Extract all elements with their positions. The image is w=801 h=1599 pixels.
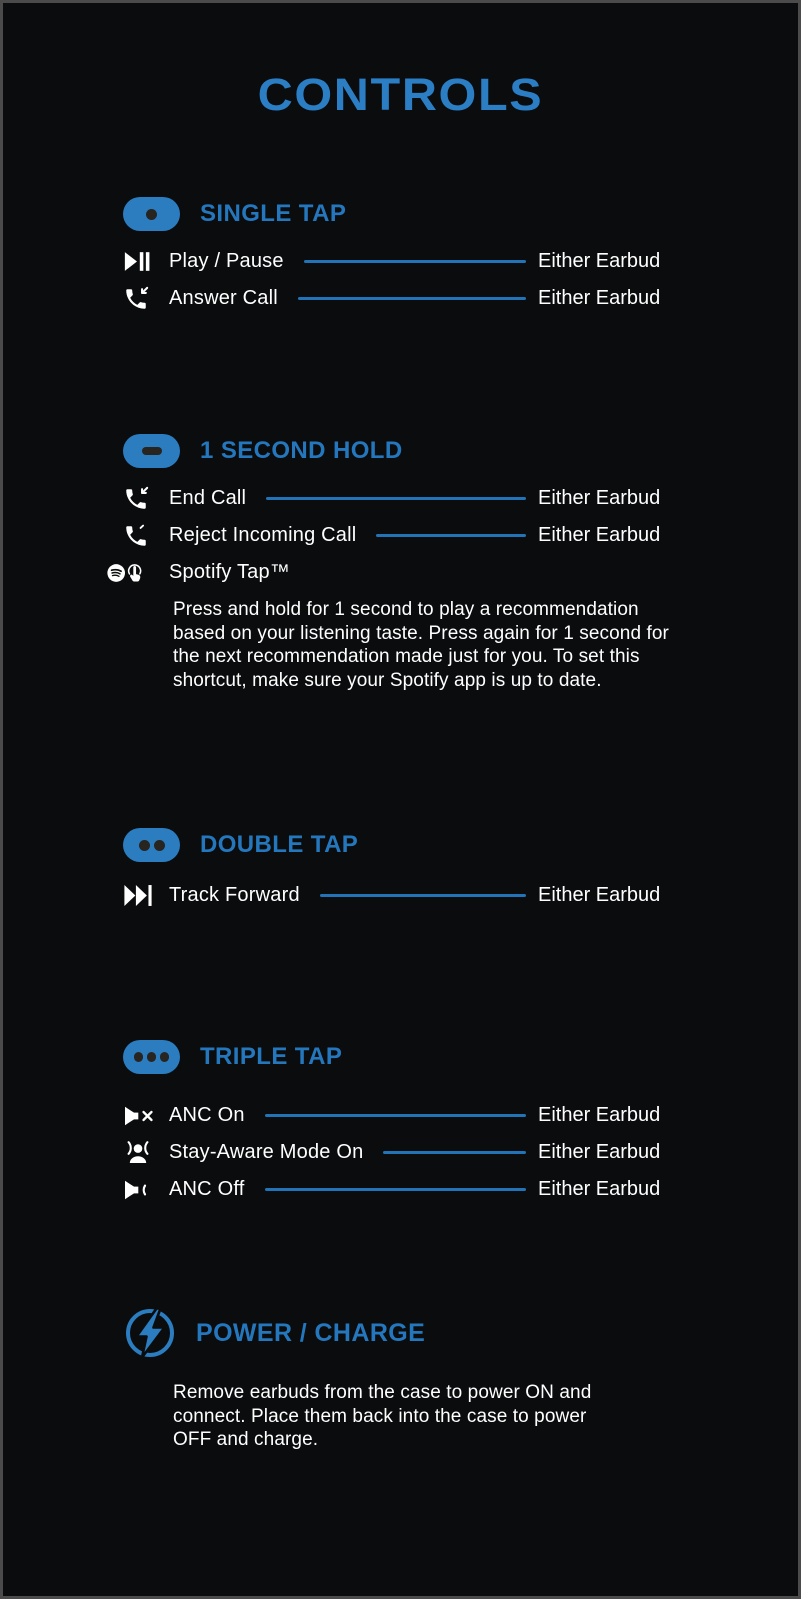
action-target: Either Earbud: [538, 1141, 661, 1163]
action-target: Either Earbud: [538, 287, 661, 309]
power-bolt-icon: [123, 1306, 177, 1360]
stay-aware-icon: [123, 1140, 169, 1166]
action-label: Stay-Aware Mode On: [169, 1141, 364, 1163]
power-charge-description: Remove earbuds from the case to power ON and connect. Place them back into the case to power OFF and charge.: [173, 1382, 592, 1450]
double-tap-pill-icon: [123, 828, 180, 862]
action-target: Either Earbud: [538, 524, 661, 546]
single-tap-pill-icon: [123, 197, 180, 231]
action-row-spotify-tap: [123, 554, 663, 591]
section-one-second-hold: [123, 434, 669, 692]
one-second-hold-header: [123, 434, 663, 468]
end-call-icon: [123, 486, 169, 512]
single-tap-header: [123, 197, 663, 231]
action-label: Reject Incoming Call: [169, 524, 357, 546]
action-label: End Call: [169, 487, 247, 509]
action-row-answer-call: [123, 280, 663, 317]
connector-line: [304, 260, 526, 263]
action-label: Track Forward: [169, 884, 300, 906]
connector-line: [320, 894, 526, 897]
action-label: Answer Call: [169, 287, 278, 309]
action-label: ANC On: [169, 1104, 245, 1126]
one-second-hold-pill-icon: [123, 434, 180, 468]
double-tap-heading: DOUBLE TAP: [200, 831, 359, 858]
connector-line: [266, 497, 526, 500]
action-label: ANC Off: [169, 1178, 245, 1200]
connector-line: [298, 297, 526, 300]
triple-tap-heading: TRIPLE TAP: [200, 1043, 343, 1070]
action-row-track-forward: [123, 877, 663, 914]
one-second-hold-heading: 1 SECOND HOLD: [200, 437, 403, 464]
spotify-tap-description: Press and hold for 1 second to play a recommendation based on your listening taste. Press again for 1 second for the next recommendation made just for you. To set this shortcut, make sure your Spotify app is up to date.: [173, 599, 669, 691]
single-tap-heading: SINGLE TAP: [200, 200, 347, 227]
page-title: CONTROLS: [257, 69, 544, 120]
anc-off-icon: [123, 1178, 169, 1202]
connector-line: [383, 1151, 526, 1154]
double-tap-header: [123, 828, 663, 862]
action-target: Either Earbud: [538, 884, 661, 906]
action-label: Spotify Tap™: [169, 561, 290, 583]
spotify-tap-icon: [107, 559, 169, 587]
section-triple-tap: [123, 1040, 663, 1208]
answer-call-icon: [123, 286, 169, 312]
section-single-tap: [123, 197, 663, 317]
anc-on-icon: [123, 1104, 169, 1128]
track-forward-icon: [123, 884, 169, 907]
connector-line: [265, 1114, 526, 1117]
action-row-stay-aware: [123, 1134, 663, 1171]
action-target: Either Earbud: [538, 1178, 661, 1200]
connector-line: [265, 1188, 527, 1191]
action-row-reject-call: [123, 517, 663, 554]
reject-call-icon: [123, 523, 169, 549]
action-row-anc-off: [123, 1171, 663, 1208]
triple-tap-pill-icon: [123, 1040, 180, 1074]
action-target: Either Earbud: [538, 1104, 661, 1126]
action-label: Play / Pause: [169, 250, 284, 272]
action-target: Either Earbud: [538, 487, 661, 509]
play-pause-icon: [123, 250, 169, 273]
action-target: Either Earbud: [538, 250, 661, 272]
action-row-end-call: [123, 480, 663, 517]
section-power-charge: [123, 1306, 663, 1452]
connector-line: [376, 534, 526, 537]
triple-tap-header: [123, 1040, 663, 1074]
power-charge-heading: POWER / CHARGE: [196, 1318, 426, 1347]
action-row-anc-on: [123, 1097, 663, 1134]
action-row-play-pause: [123, 243, 663, 280]
section-double-tap: [123, 828, 663, 914]
power-charge-header: [123, 1306, 663, 1360]
